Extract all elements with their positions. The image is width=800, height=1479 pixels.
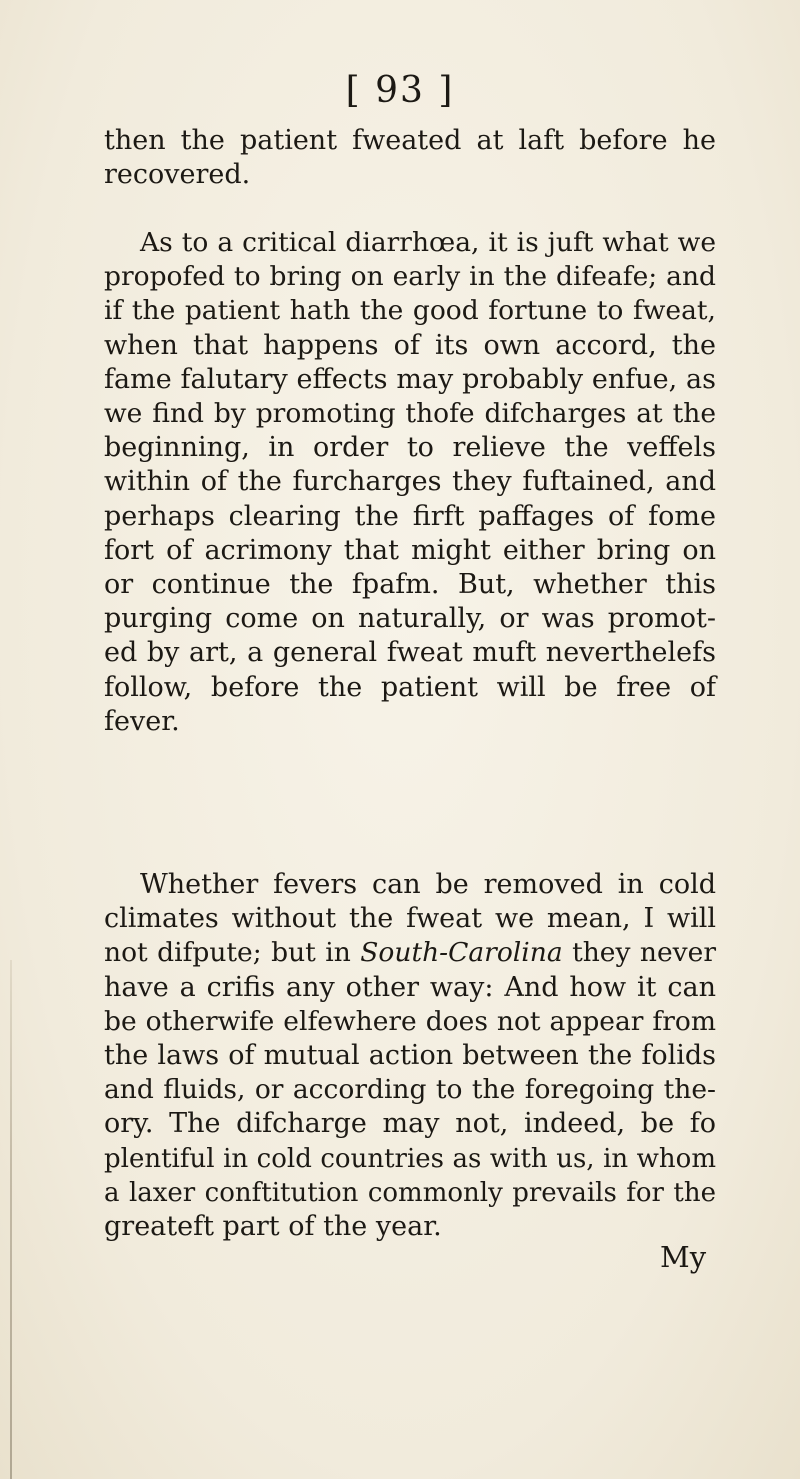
- text-line: and fluids, or according to the foregoing the-: [104, 1074, 716, 1106]
- text-line: be otherwife elfewhere does not appear from: [104, 1005, 716, 1037]
- page-edge-shadow: [10, 960, 12, 1479]
- text-line: fame falutary effects may probably enfue, as: [104, 363, 716, 395]
- text-line: Whether fevers can be removed in cold: [140, 869, 716, 900]
- text-line: we find by promoting thofe difcharges at the: [104, 398, 716, 430]
- text-line: purging come on naturally, or was promot-: [104, 603, 716, 635]
- place-name-italic: South-Carolina: [360, 937, 563, 969]
- text-segment: not difpute; but in: [104, 937, 361, 969]
- text-line: a laxer conftitution commonly prevails for the: [104, 1177, 716, 1208]
- text-line: fever.: [104, 705, 180, 737]
- text-line: plentiful in cold countries as with us, in whom: [104, 1143, 716, 1174]
- text-line: have a crifis any other way: And how it can: [104, 971, 716, 1003]
- paragraph-1: [104, 124, 716, 192]
- text-line-with-italic: [104, 936, 716, 970]
- text-line: if the patient hath the good fortune to fweat,: [104, 295, 716, 327]
- text-line: beginning, in order to relieve the veffels: [104, 432, 716, 464]
- text-line: ed by art, a general fweat muft neverthelefs: [104, 637, 716, 669]
- text-line: within of the furcharges they fuftained, and: [104, 466, 716, 498]
- text-line: fort of acrimony that might either bring on: [104, 534, 716, 566]
- text-line: or continue the fpafm. But, whether this: [104, 569, 716, 601]
- text-line: perhaps clearing the firft paffages of fome: [104, 500, 716, 532]
- text-line: then the patient fweated at laft before he: [104, 125, 716, 156]
- text-line: As to a critical diarrhœa, it is juft what we: [140, 227, 716, 258]
- text-line: propofed to bring on early in the difeafe; and: [104, 261, 716, 293]
- text-line: greateft part of the year.: [104, 1211, 442, 1243]
- paragraph-3: [104, 868, 716, 1244]
- text-line: follow, before the patient will be free of: [104, 671, 716, 703]
- text-line: when that happens of its own accord, the: [104, 329, 716, 361]
- text-segment: they never: [562, 937, 716, 969]
- text-line: the laws of mutual action between the folids: [104, 1040, 716, 1072]
- paragraph-2: [104, 226, 716, 739]
- text-line: recovered.: [104, 159, 251, 191]
- catchword: My: [660, 1240, 707, 1274]
- text-line: ory. The difcharge may not, indeed, be fo: [104, 1108, 716, 1140]
- page-number: [ 93 ]: [345, 70, 455, 111]
- text-line: climates without the fweat we mean, I will: [104, 903, 716, 935]
